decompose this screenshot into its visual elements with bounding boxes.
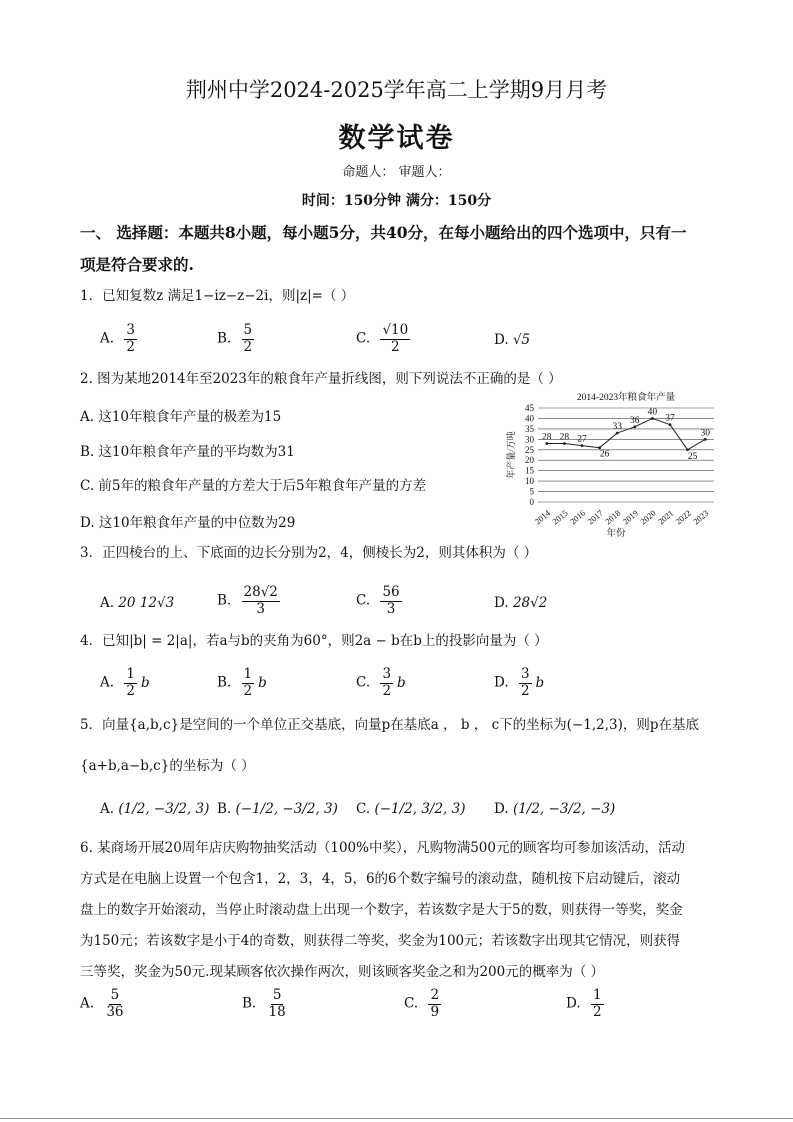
y-tick-label: 0 bbox=[529, 497, 534, 507]
question-1-stem: 1．已知复数z 满足1−iz−z−2i，则|z|=（ ） bbox=[80, 288, 355, 304]
x-tick-label: 2016 bbox=[567, 507, 588, 527]
fraction: $\frac{56}{3}$ bbox=[382, 584, 400, 617]
option-letter: A. bbox=[100, 330, 115, 347]
data-point bbox=[598, 446, 601, 449]
q1-option-c[interactable] bbox=[356, 323, 410, 355]
q6-option-b[interactable] bbox=[242, 988, 288, 1020]
question-2-stem: 2. 图为某地2014年至2023年的粮食年产量折线图，则下列说法不正确的是（ ） bbox=[80, 371, 562, 387]
y-tick-label: 45 bbox=[525, 403, 534, 413]
exam-title: 荆州中学2024-2025学年高二上学期9月月考 bbox=[185, 78, 608, 102]
option-letter: A. bbox=[100, 674, 115, 691]
authors-line: 命题人： 审题人： bbox=[342, 165, 451, 180]
q6-option-d[interactable] bbox=[566, 988, 604, 1020]
data-point bbox=[704, 438, 707, 441]
q4-option-c[interactable] bbox=[356, 667, 406, 699]
q1-option-a[interactable] bbox=[100, 323, 137, 355]
option-letter: D. bbox=[566, 995, 581, 1012]
section-heading-line1: 一、 选择题：本题共8小题，每小题5分，共40分，在每小题给出的四个选项中，只有一 bbox=[80, 223, 687, 242]
q5-option-a[interactable] bbox=[100, 801, 209, 817]
fraction: $\frac{3}{2}$ bbox=[382, 666, 392, 699]
data-label: 40 bbox=[647, 407, 658, 418]
vector-b: b bbox=[535, 674, 545, 691]
q3-option-d[interactable] bbox=[494, 595, 547, 611]
q2-option-d[interactable]: D. 这10年粮食年产量的中位数为29 bbox=[80, 515, 296, 531]
question-6-line1: 6. 某商场开展20周年店庆购物抽奖活动（100%中奖），凡购物满500元的顾客均可参加该活动，活动 bbox=[80, 840, 685, 856]
exam-subtitle: 数学试卷 bbox=[338, 123, 455, 154]
option-letter: D. bbox=[494, 674, 509, 691]
fraction: $\frac{2}{9}$ bbox=[430, 987, 440, 1020]
x-tick-label: 2022 bbox=[673, 507, 693, 527]
option-letter: C. bbox=[356, 674, 371, 691]
fraction: $\frac{5}{2}$ bbox=[243, 322, 253, 355]
data-label: 36 bbox=[630, 415, 640, 426]
question-5-stem-line2: {a+b,a−b,c}的坐标为（ ） bbox=[80, 758, 255, 774]
fraction: $\frac{5}{18}$ bbox=[268, 987, 286, 1020]
data-label: 27 bbox=[577, 434, 587, 445]
option-letter: A. bbox=[80, 995, 95, 1012]
data-point bbox=[669, 423, 672, 426]
section-heading-line2: 项是符合要求的. bbox=[80, 255, 194, 274]
data-point bbox=[563, 442, 566, 445]
chart-title: 2014-2023年粮食年产量 bbox=[576, 393, 676, 403]
option-letter: D. bbox=[494, 332, 509, 348]
q5-option-c[interactable] bbox=[356, 801, 466, 817]
q5-option-d[interactable] bbox=[494, 801, 615, 817]
fraction: $\frac{3}{2}$ bbox=[520, 666, 530, 699]
question-5-stem-line1: 5．向量{a,b,c}是空间的一个单位正交基底，向量p在基底a ， b ， c下的坐标为(−1,2,3)，则p在基底 bbox=[80, 717, 699, 733]
option-value: (1/2, −3/2, 3) bbox=[118, 801, 210, 817]
option-value: (−1/2, −3/2, 3) bbox=[235, 801, 338, 817]
y-tick-label: 30 bbox=[525, 434, 534, 445]
q5-option-b[interactable] bbox=[217, 801, 338, 817]
q4-option-a[interactable] bbox=[100, 667, 150, 699]
option-letter: B. bbox=[217, 801, 232, 817]
y-tick-label: 15 bbox=[525, 465, 534, 476]
y-axis-label: 年产量/万吨 bbox=[506, 431, 516, 479]
time-info: 时间：150分钟 满分：150分 bbox=[301, 193, 492, 209]
option-letter: A. bbox=[100, 595, 115, 611]
y-tick-label: 40 bbox=[525, 413, 534, 424]
x-tick-label: 2014 bbox=[532, 507, 553, 527]
y-tick-label: 5 bbox=[529, 486, 534, 497]
option-value: 28√2 bbox=[512, 595, 548, 611]
option-value: 20 12√3 bbox=[118, 595, 175, 611]
data-point bbox=[686, 448, 689, 451]
data-point bbox=[651, 417, 654, 420]
x-tick-label: 2018 bbox=[603, 507, 623, 527]
x-tick-label: 2017 bbox=[585, 507, 605, 527]
q3-option-a[interactable] bbox=[100, 595, 174, 611]
question-6-line5: 三等奖，奖金为50元.现某顾客依次操作两次，则该顾客奖金之和为200元的概率为（ ） bbox=[80, 964, 605, 980]
data-label: 30 bbox=[700, 428, 710, 439]
vector-b: b bbox=[258, 674, 267, 691]
question-6-line2: 方式是在电脑上设置一个包含1，2，3，4，5，6的6个数字编号的滚动盘，随机按下启动键后，滚动 bbox=[80, 871, 681, 887]
y-tick-label: 35 bbox=[525, 423, 534, 434]
option-letter: D. bbox=[494, 595, 509, 611]
data-point bbox=[545, 442, 548, 445]
x-tick-label: 2023 bbox=[691, 507, 711, 527]
option-letter: C. bbox=[356, 330, 371, 347]
option-value: √5 bbox=[512, 332, 531, 348]
option-letter: B. bbox=[242, 995, 257, 1012]
q1-option-d[interactable] bbox=[494, 332, 530, 348]
question-6-line4: 为150元；若该数字是小于4的奇数，则获得二等奖，奖金为100元；若该数字出现其它情况，则获得 bbox=[80, 933, 681, 949]
fraction: $\frac{3}{2}$ bbox=[126, 322, 135, 355]
y-tick-label: 20 bbox=[525, 455, 534, 466]
page-bottom-rule bbox=[0, 1118, 793, 1119]
fraction: $\frac{1}{2}$ bbox=[126, 666, 135, 699]
q6-option-c[interactable] bbox=[404, 988, 441, 1020]
fraction: $\frac{1}{2}$ bbox=[243, 666, 253, 699]
option-letter: B. bbox=[217, 674, 232, 691]
fraction: $\frac{28√2}{3}$ bbox=[243, 584, 278, 617]
fraction: $\frac{5}{36}$ bbox=[106, 987, 124, 1020]
question-6-line3: 盘上的数字开始滚动，当停止时滚动盘上出现一个数字，若该数字是大于5的数，则获得一等奖，奖金 bbox=[80, 902, 683, 918]
option-value: (−1/2, 3/2, 3) bbox=[374, 801, 466, 817]
option-letter: A. bbox=[100, 801, 115, 817]
option-letter: D. bbox=[494, 801, 509, 817]
x-axis-label: 年份 bbox=[606, 529, 626, 539]
x-tick-label: 2019 bbox=[620, 507, 641, 527]
q3-option-c[interactable] bbox=[356, 585, 402, 617]
q3-option-b[interactable] bbox=[217, 585, 280, 617]
data-label: 26 bbox=[599, 449, 610, 460]
q4-option-d[interactable] bbox=[494, 667, 544, 699]
q2-option-a[interactable]: A. 这10年粮食年产量的极差为15 bbox=[80, 409, 282, 425]
option-letter: C. bbox=[404, 995, 419, 1012]
option-letter: C. bbox=[356, 592, 371, 609]
x-tick-label: 2020 bbox=[638, 507, 658, 527]
data-label: 28 bbox=[542, 432, 552, 443]
series-line bbox=[547, 415, 705, 449]
grain-output-chart bbox=[500, 388, 720, 540]
fraction: $\frac{1}{2}$ bbox=[592, 987, 602, 1020]
fraction: $\frac{√10}{2}$ bbox=[382, 322, 409, 355]
option-letter: B. bbox=[217, 592, 232, 609]
question-3-stem: 3．正四棱台的上、下底面的边长分别为2，4，侧棱长为2，则其体积为（ ） bbox=[80, 545, 538, 561]
vector-b: b bbox=[397, 674, 406, 691]
q2-option-b[interactable]: B. 这10年粮食年产量的平均数为31 bbox=[80, 444, 295, 460]
q2-option-c[interactable]: C. 前5年的粮食年产量的方差大于后5年粮食年产量的方差 bbox=[80, 478, 427, 494]
data-point bbox=[581, 444, 584, 447]
y-tick-label: 10 bbox=[525, 476, 534, 487]
question-4-stem: 4．已知|b| = 2|a|，若a与b的夹角为60°，则2a − b在b上的投影向量为（ ） bbox=[80, 633, 548, 649]
data-label: 25 bbox=[687, 451, 698, 462]
y-tick-label: 25 bbox=[525, 444, 534, 455]
x-tick-label: 2021 bbox=[655, 507, 676, 527]
option-letter: B. bbox=[217, 330, 232, 347]
option-value: (1/2, −3/2, −3) bbox=[512, 801, 616, 817]
q6-option-a[interactable] bbox=[80, 988, 126, 1020]
option-letter: C. bbox=[356, 801, 371, 817]
data-point bbox=[616, 432, 619, 435]
q4-option-b[interactable] bbox=[217, 667, 267, 699]
x-tick-label: 2015 bbox=[550, 507, 570, 527]
data-point bbox=[633, 425, 636, 428]
data-label: 28 bbox=[559, 432, 570, 443]
data-label: 33 bbox=[612, 422, 622, 433]
q1-option-b[interactable] bbox=[217, 323, 254, 355]
vector-b: b bbox=[140, 674, 150, 691]
data-label: 37 bbox=[665, 413, 675, 424]
